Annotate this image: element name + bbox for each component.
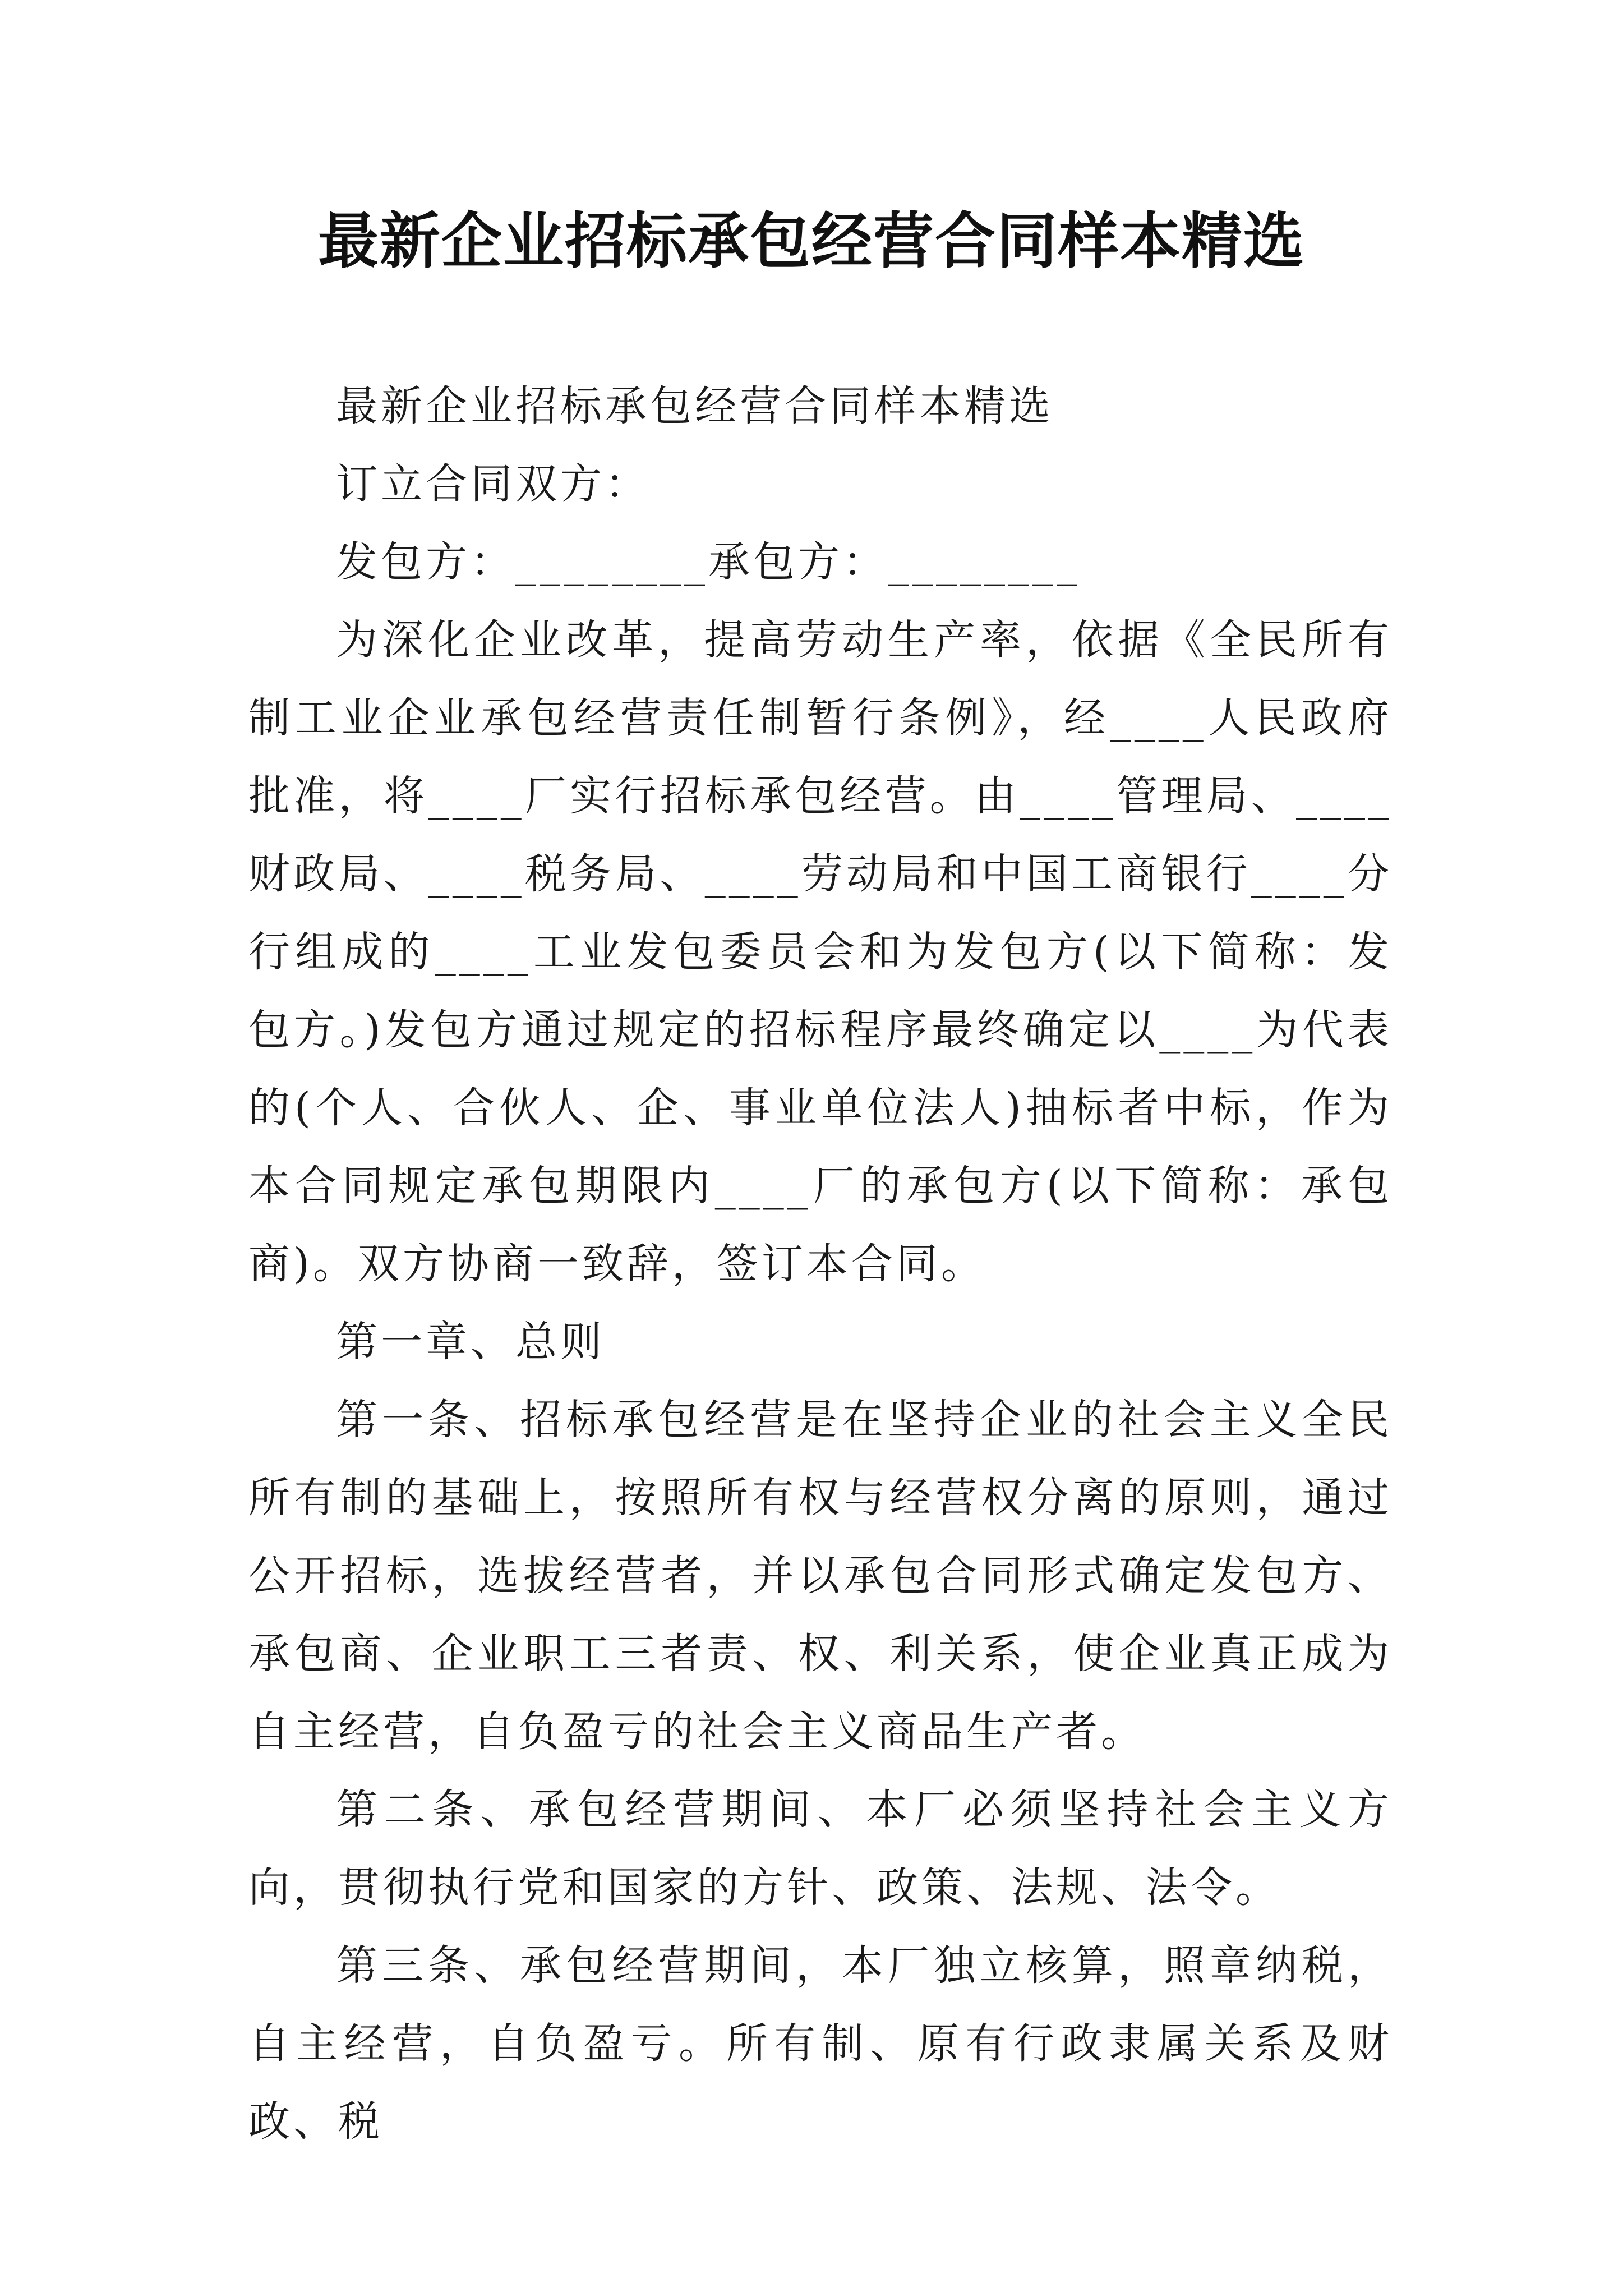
article-3: 第三条、承包经营期间，本厂独立核算，照章纳税，自主经营，自负盈亏。所有制、原有行政隶属关系及财政、税 — [248, 1941, 1393, 2146]
article-2: 第二条、承包经营期间、本厂必须坚持社会主义方向，贯彻执行党和国家的方针、政策、法规、法令。 — [248, 1786, 1393, 1912]
document-body — [248, 367, 1393, 2161]
paragraph-repeat-title: 最新企业招标承包经营合同样本精选 — [336, 382, 1054, 430]
paragraph-parties-blanks: 发包方：________承包方：________ — [336, 538, 1081, 586]
chapter-heading: 第一章、总则 — [336, 1318, 605, 1366]
paragraph-preamble: 为深化企业改革，提高劳动生产率，依据《全民所有制工业企业承包经营责任制暂行条例》，经____人民政府批准，将____厂实行招标承包经营。由____管理局、____财政局、____税务局、____劳动局和中国工商银行____分行组成的____工业发包委员会和为发包方(以下简称：发包方。)发包方通过规定的招标程序最终确定以____为代表的(个人、合伙人、企、事业单位法人)抽标者中标，作为本合同规定承包期限内____厂的承包方(以下简称：承包商)。双方协商一致辞，签订本合同。 — [248, 616, 1393, 1288]
article-1: 第一条、招标承包经营是在坚持企业的社会主义全民所有制的基础上，按照所有权与经营权分离的原则，通过公开招标，选拔经营者，并以承包合同形式确定发包方、承包商、企业职工三者责、权、利关系，使企业真正成为自主经营，自负盈亏的社会主义商品生产者。 — [248, 1396, 1393, 1756]
paragraph-parties-heading: 订立合同双方： — [336, 460, 650, 508]
document-title: 最新企业招标承包经营合同样本精选 — [317, 206, 1305, 277]
